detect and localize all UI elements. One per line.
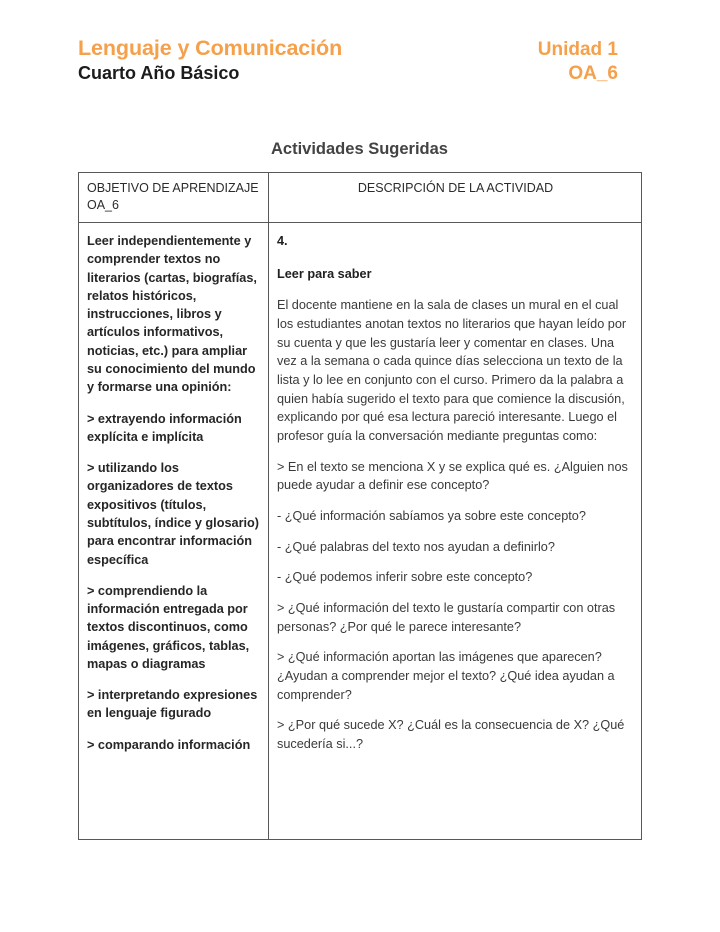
table-header-row <box>79 173 642 223</box>
activity-cell <box>269 223 642 840</box>
objective-paragraph: > extrayendo información explícita e implícita <box>87 411 242 444</box>
header-row-primary <box>78 36 618 61</box>
activity-paragraph: > ¿Por qué sucede X? ¿Cuál es la consecuencia de X? ¿Qué sucedería si...? <box>277 718 625 752</box>
activity-subtitle: Leer para saber <box>277 266 372 281</box>
objective-paragraph: Leer independientemente y comprender textos no literarios (cartas, biografías, relatos históricos, instrucciones, libros y artículos informativos, noticias, etc.) para ampliar su conocimiento del mundo y formarse una opinión: <box>87 234 257 395</box>
objective-paragraph: > interpretando expresiones en lenguaje figurado <box>87 688 258 721</box>
grade-title: Cuarto Año Básico <box>78 63 240 83</box>
subject-title: Lenguaje y Comunicación <box>78 36 343 60</box>
unit-label: Unidad 1 <box>537 39 618 60</box>
activity-number: 4. <box>277 234 288 248</box>
activity-paragraph: > ¿Qué información aportan las imágenes que aparecen? ¿Ayudan a comprender mejor el texto? ¿Qué idea ayudan a comprender? <box>277 650 615 702</box>
activities-table <box>78 172 642 840</box>
activity-paragraph: - ¿Qué información sabíamos ya sobre este concepto? <box>277 509 586 524</box>
objective-paragraph: > utilizando los organizadores de textos expositivos (títulos, subtítulos, índice y glosario) para encontrar información específica <box>87 461 260 567</box>
activity-paragraph: > En el texto se menciona X y se explica qué es. ¿Alguien nos puede ayudar a definir ese concepto? <box>277 459 628 493</box>
activity-paragraph: El docente mantiene en la sala de clases un mural en el cual los estudiantes anotan textos no literarios que hayan leído por su cuenta y que les gustaría leer y comentar en clases. Una vez a la semana o cada quince días selecciona un texto de la lista y lo lee en conjunto con el curso. Primero da la palabra a quien había sugerido el texto para que comience la discusión, explicando por qué esa lectura pareció interesante. Luego el profesor guía la conversación mediante preguntas como: <box>277 298 627 444</box>
oa-label: OA_6 <box>568 63 618 84</box>
column-header-description: DESCRIPCIÓN DE LA ACTIVIDAD <box>269 173 642 223</box>
objective-cell <box>79 223 269 840</box>
activity-paragraph: - ¿Qué palabras del texto nos ayudan a definirlo? <box>277 539 555 554</box>
section-title: Actividades Sugeridas <box>271 140 448 158</box>
table-body-row <box>79 223 642 840</box>
document-header <box>78 36 618 85</box>
activity-text <box>277 232 632 754</box>
objective-text <box>87 232 259 754</box>
objective-paragraph: > comprendiendo la información entregada por textos discontinuos, como imágenes, gráficos, tablas, mapas o diagramas <box>87 583 250 671</box>
activity-paragraph: - ¿Qué podemos inferir sobre este concepto? <box>277 570 533 585</box>
column-header-objective: OBJETIVO DE APRENDIZAJE OA_6 <box>79 173 269 223</box>
activity-paragraph: > ¿Qué información del texto le gustaría compartir con otras personas? ¿Por qué le parece interesante? <box>277 601 616 634</box>
objective-paragraph: > comparando información <box>87 737 251 752</box>
header-row-secondary <box>78 63 618 85</box>
